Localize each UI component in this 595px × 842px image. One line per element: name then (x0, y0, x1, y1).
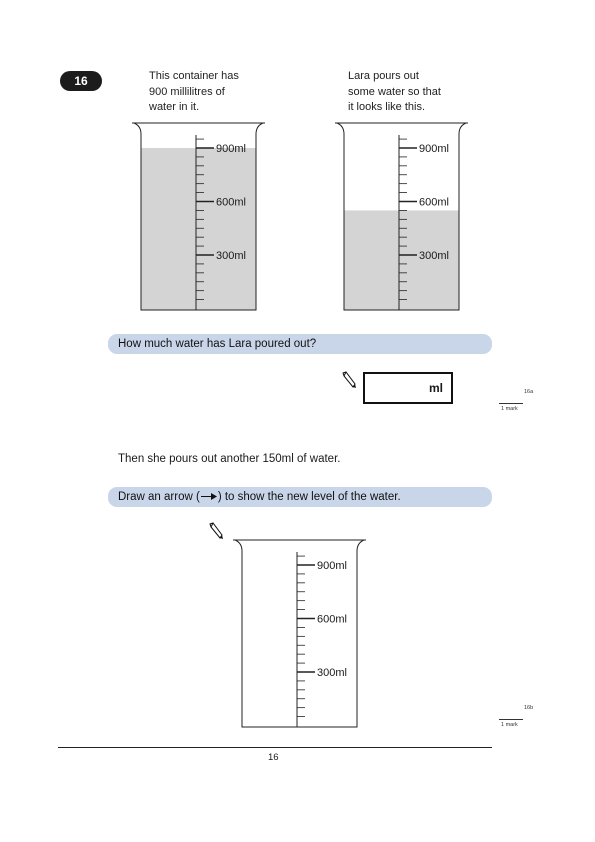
scale-label: 900ml (317, 560, 347, 572)
mark-label-b: 1 mark (501, 722, 518, 728)
scale-label: 900ml (216, 143, 246, 155)
scale-label: 300ml (317, 667, 347, 679)
scale-label: 600ml (317, 613, 347, 626)
mark-rule (499, 403, 523, 404)
right-caption-line: it looks like this. (348, 101, 426, 113)
left-caption-line: water in it. (149, 101, 200, 113)
left-caption-line: This container has (149, 70, 239, 82)
container-initial (131, 120, 266, 315)
mark-ref-16b: 16b (524, 705, 534, 711)
right-caption-line: some water so that (348, 85, 441, 98)
pencil-icon (341, 371, 357, 389)
statement-b: Then she pours out another 150ml of water. (118, 453, 341, 465)
container-answer[interactable] (232, 537, 367, 732)
right-caption (348, 69, 441, 116)
scale-label: 600ml (419, 196, 449, 209)
prompt-b-after: ) to show the new level of the water. (217, 491, 401, 503)
pencil-icon (208, 522, 224, 540)
prompt-bar-a: How much water has Lara poured out? (108, 334, 492, 354)
prompt-b-before: Draw an arrow ( (118, 491, 200, 503)
right-caption-line: Lara pours out (348, 70, 419, 82)
left-caption (149, 69, 239, 116)
arrow-icon (200, 492, 218, 501)
scale-label: 600ml (216, 196, 246, 209)
water-fill (141, 148, 256, 310)
page-number: 16 (268, 752, 279, 763)
mark-ref-16a: 16a (524, 389, 534, 395)
scale-label: 300ml (419, 250, 449, 262)
scale-label: 300ml (216, 250, 246, 262)
footer-rule (58, 747, 492, 748)
mark-rule (499, 719, 523, 720)
scale-label: 900ml (419, 143, 449, 155)
container-after-pour (334, 120, 469, 315)
question-number-badge: 16 (60, 71, 102, 91)
answer-box-ml[interactable]: ml (363, 372, 453, 404)
prompt-bar-b (108, 487, 492, 507)
left-caption-line: 900 millilitres of (149, 85, 225, 98)
mark-label-a: 1 mark (501, 406, 518, 412)
